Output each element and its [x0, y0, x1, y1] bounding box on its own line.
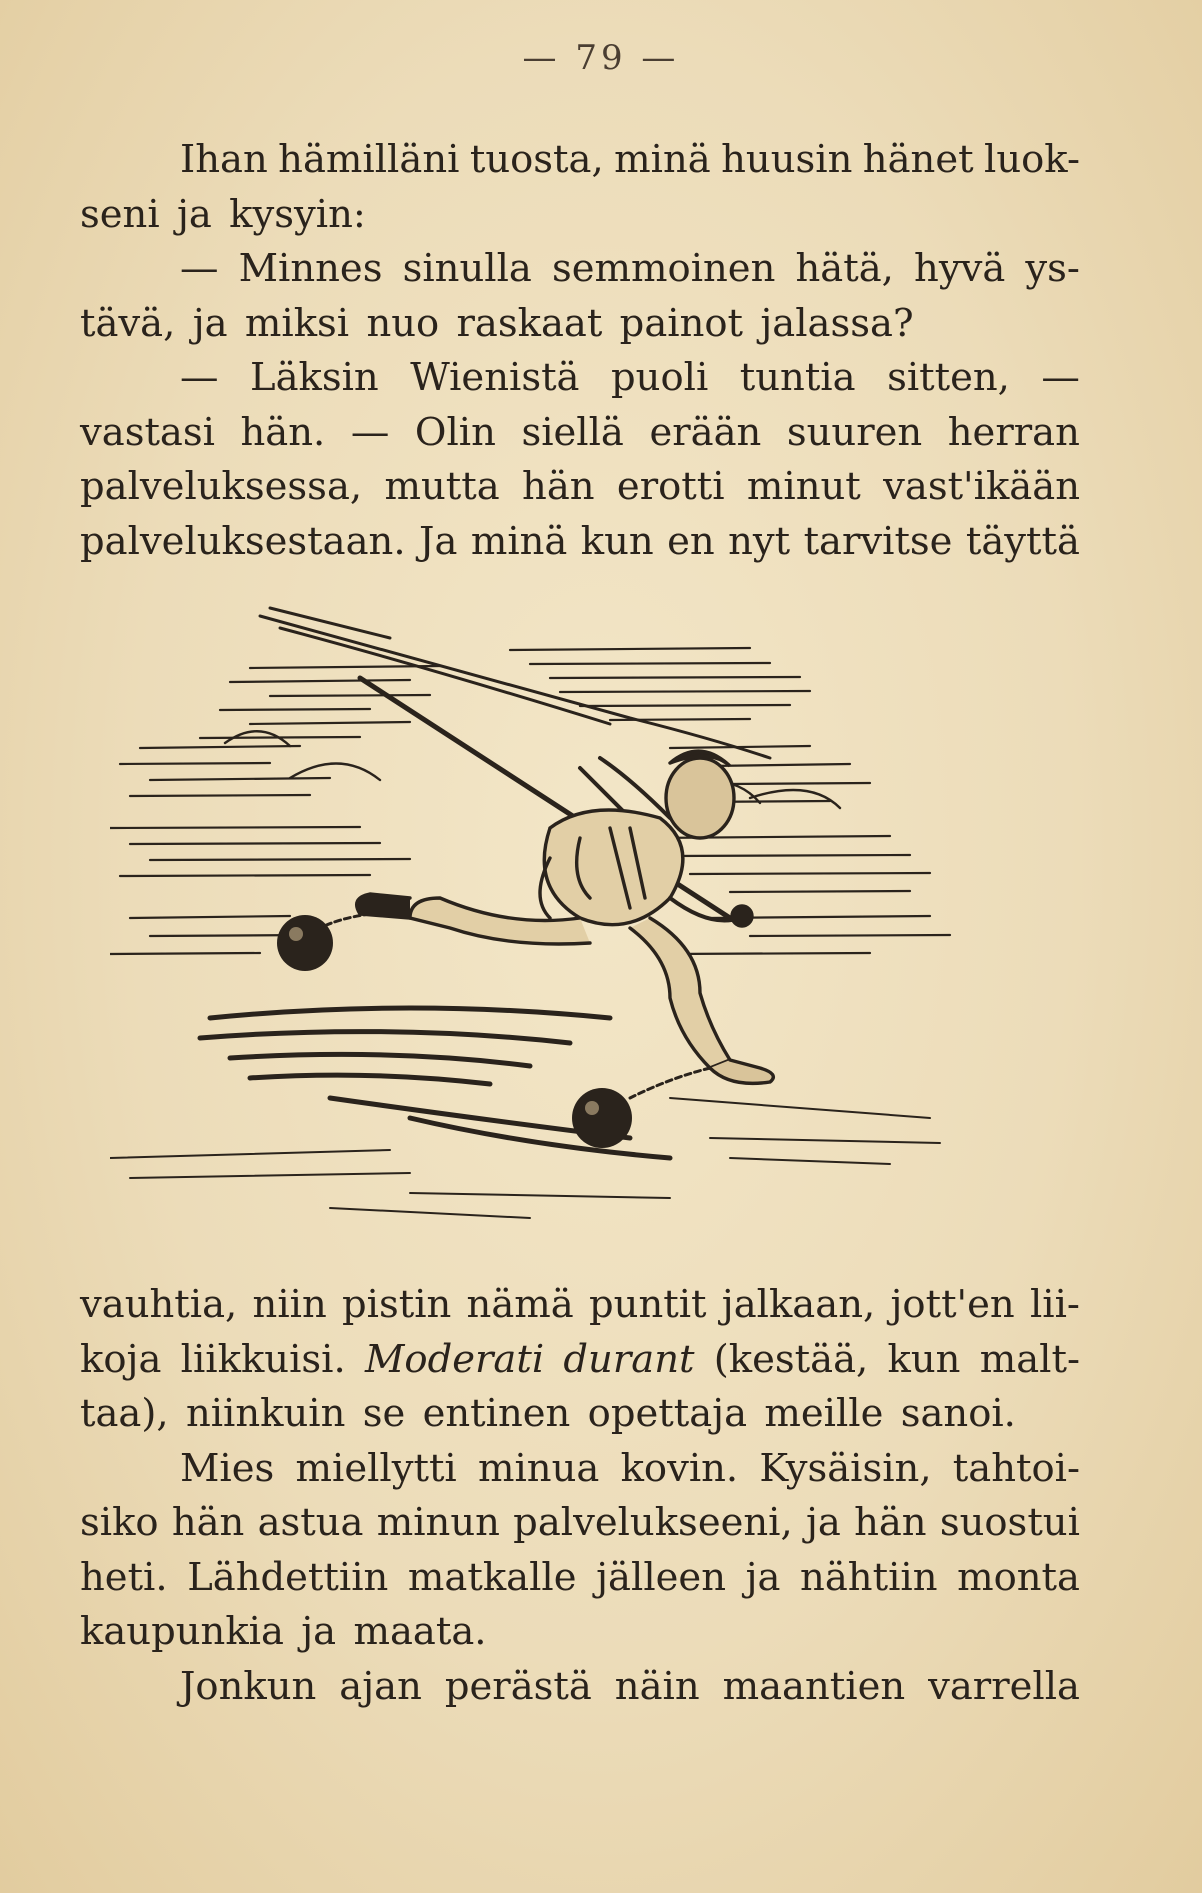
word: nähtiin	[800, 1554, 938, 1600]
word: suostui	[939, 1500, 1080, 1545]
word: tahtoi-	[952, 1445, 1080, 1491]
text-line	[80, 1442, 1080, 1497]
word: ja	[176, 191, 212, 237]
word: niinkuin	[185, 1391, 346, 1436]
word: varrella	[928, 1663, 1080, 1709]
word: Mies	[180, 1445, 275, 1491]
word: jälleen	[596, 1554, 726, 1600]
word: siko	[80, 1500, 159, 1545]
text-line	[80, 1660, 1080, 1715]
word: tuntia	[739, 355, 856, 400]
word: mutta	[384, 464, 500, 509]
word: tävä,	[80, 300, 176, 346]
word: hän.	[240, 409, 326, 455]
word: malt-	[979, 1336, 1080, 1382]
word: minut	[746, 464, 861, 509]
word: erään	[649, 409, 762, 455]
word: ajan	[339, 1663, 422, 1709]
word: täyttä	[965, 518, 1080, 564]
word: matkalle	[407, 1554, 577, 1600]
word: liikkuisi.	[180, 1336, 346, 1382]
word: huusin	[721, 137, 853, 182]
word: se	[362, 1391, 406, 1436]
word: minä	[470, 518, 568, 564]
word: Moderati	[364, 1336, 545, 1382]
word: minua	[477, 1445, 600, 1491]
text-line	[80, 1551, 1080, 1606]
word: tuosta,	[469, 137, 604, 182]
word: Minnes	[238, 246, 383, 291]
word: nuo	[366, 300, 440, 346]
word: hätä,	[795, 246, 894, 291]
word: monta	[957, 1554, 1080, 1600]
cloud-curls	[225, 731, 840, 808]
word: sinulla	[402, 246, 532, 291]
word: hän	[522, 464, 595, 509]
text-line	[80, 188, 1080, 243]
word: hämilläni	[278, 137, 460, 182]
word: pistin	[342, 1282, 452, 1327]
word: en	[667, 518, 715, 564]
word: palvelukseeni,	[513, 1500, 793, 1545]
word: sanoi.	[900, 1391, 1016, 1436]
text-block-bottom	[80, 1278, 1080, 1714]
text-block-top	[80, 133, 1080, 569]
sky-hatching	[110, 648, 950, 954]
word: erotti	[616, 464, 725, 509]
word: Kysäisin,	[759, 1445, 932, 1491]
word: niin	[252, 1282, 327, 1327]
text-line	[80, 1387, 1080, 1442]
text-line	[80, 133, 1080, 188]
word: semmoinen	[551, 246, 776, 291]
word: hyvä	[914, 246, 1006, 291]
text-line	[80, 460, 1080, 515]
word: painot	[619, 300, 744, 346]
page-number: — 79 —	[522, 38, 680, 78]
word: minä	[614, 137, 711, 182]
word: ja	[301, 1609, 337, 1654]
word: nämä	[466, 1282, 574, 1327]
word: astua	[257, 1500, 364, 1545]
word: palveluksestaan.	[80, 518, 406, 564]
word: seni	[80, 191, 160, 237]
word: kun	[887, 1336, 961, 1382]
word: sitten,	[887, 355, 1010, 400]
word: —	[350, 409, 390, 455]
word: perästä	[444, 1663, 592, 1709]
word: miksi	[244, 300, 350, 346]
word: Läksin	[250, 355, 379, 400]
word: vastasi	[80, 409, 215, 455]
word: palveluksessa,	[80, 464, 363, 509]
word: ja	[192, 300, 228, 346]
word: näin	[614, 1663, 700, 1709]
word: Ihan	[180, 137, 268, 182]
word: ja	[805, 1500, 841, 1545]
word: hän	[171, 1500, 245, 1545]
word: puoli	[611, 355, 709, 400]
word: nyt	[728, 518, 791, 564]
text-line	[80, 406, 1080, 461]
text-line	[80, 297, 1080, 352]
word: taa),	[80, 1391, 169, 1436]
word: kaupunkia	[80, 1609, 284, 1654]
word: jott'en	[890, 1282, 1015, 1327]
word: kun	[580, 518, 654, 564]
wind-streak	[260, 608, 770, 758]
word: suuren	[786, 409, 923, 455]
word: heti.	[80, 1554, 168, 1600]
word: —	[180, 246, 219, 291]
word: luok-	[984, 137, 1080, 182]
word: raskaat	[456, 300, 603, 346]
word: jalassa?	[760, 300, 914, 346]
word: Ja	[419, 518, 458, 564]
word: Olin	[414, 409, 496, 455]
word: durant	[563, 1336, 695, 1382]
text-line	[80, 351, 1080, 406]
word: meille	[764, 1391, 884, 1436]
word: entinen	[422, 1391, 571, 1436]
word: Jonkun	[180, 1663, 317, 1709]
word: minun	[376, 1500, 500, 1545]
word: miellytti	[295, 1445, 457, 1491]
word: hän	[854, 1500, 927, 1545]
word: koja	[80, 1336, 162, 1382]
word: ja	[745, 1554, 781, 1600]
word: maantien	[722, 1663, 906, 1709]
word: vauhtia,	[80, 1282, 238, 1327]
word: vast'ikään	[883, 464, 1080, 509]
word: —	[1041, 355, 1080, 400]
word: siellä	[521, 409, 624, 455]
word: maata.	[353, 1609, 487, 1654]
word: —	[180, 355, 219, 400]
word: puntit	[589, 1282, 707, 1327]
running-man-illustration	[110, 598, 1030, 1238]
word: lii-	[1029, 1282, 1080, 1327]
text-line	[80, 1278, 1080, 1333]
word: kysyin:	[229, 191, 366, 237]
word: (kestää,	[713, 1336, 869, 1382]
word: Wienistä	[410, 355, 580, 400]
word: kovin.	[620, 1445, 739, 1491]
word: tarvitse	[803, 518, 953, 564]
text-line	[80, 1496, 1080, 1551]
ground-lines	[110, 1098, 940, 1218]
text-line	[80, 1333, 1080, 1388]
word: herran	[947, 409, 1080, 455]
word: ys-	[1025, 246, 1080, 291]
word: jalkaan,	[721, 1282, 876, 1327]
text-line	[80, 242, 1080, 297]
text-line	[80, 515, 1080, 570]
word: Lähdettiin	[187, 1554, 389, 1600]
word: hänet	[862, 137, 974, 182]
word: opettaja	[587, 1391, 748, 1436]
text-line	[80, 1605, 1080, 1660]
